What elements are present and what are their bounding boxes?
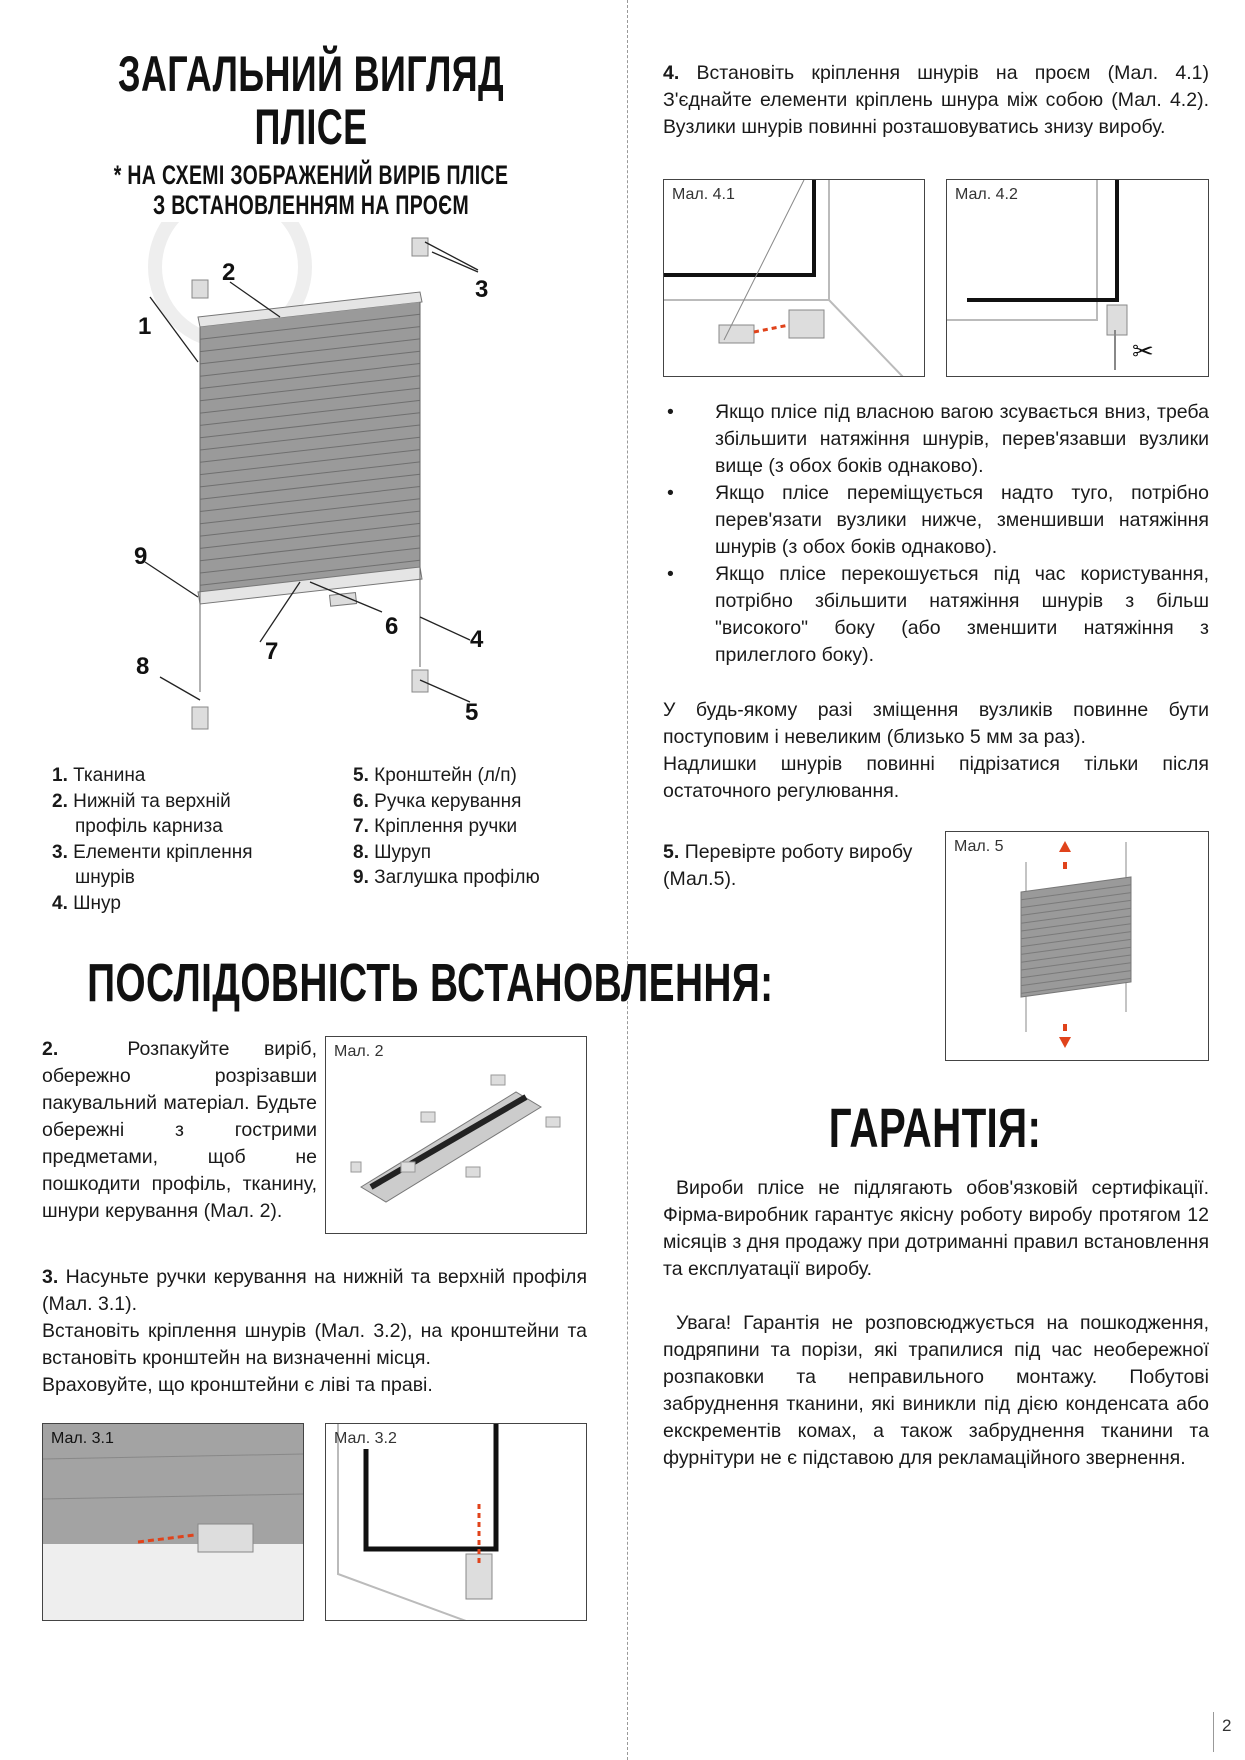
page-number: 2 — [1222, 1716, 1232, 1735]
callout-6: 6 — [385, 613, 399, 640]
step-5-text: 5. Перевірте роботу виробу (Мал.5). — [663, 841, 913, 890]
callout-7: 7 — [265, 638, 279, 665]
callout-2: 2 — [222, 259, 236, 286]
adjustment-note: У будь-якому разі зміщення вузликів повинне бути поступовим і невеликим (близько 5 мм за раз). Надлишки шнурів повинні підрізатися тільки після остаточного регулювання. — [663, 699, 1209, 802]
callout-9: 9 — [134, 543, 148, 570]
warranty-title: ГАРАНТІЯ: — [828, 1096, 1042, 1159]
part-1: 1. Тканина — [52, 765, 146, 786]
step-3-text: 3. Насуньте ручки керування на нижній та верхній профіля (Мал. 3.1). Встановіть кріплення шнурів (Мал. 3.2), на кронштейни та встановіть кронштейн на визначенні місця. Враховуйте, що кронштейни є ліві та праві. — [42, 1266, 587, 1396]
arrow-down-icon — [1059, 1037, 1071, 1048]
callout-4: 4 — [470, 626, 484, 653]
part-8: 8. Шуруп — [353, 841, 431, 863]
part-4: 4. Шнур — [52, 892, 121, 914]
handle-on-profile-illustration — [43, 1424, 303, 1621]
cord-trim-illustration — [947, 180, 1209, 377]
callout-8: 8 — [136, 653, 150, 680]
step-2-text: 2. Розпакуйте виріб, обережно розрізавши пакувальний матеріал. Будьте обережні з гострими предметами, щоб не пошкодити профіль, тканину, шнури керування (Мал. 2). — [42, 1038, 317, 1222]
warranty-paragraph-2: Увага! Гарантія не розповсюджується на пошкодження, подряпини та порізи, які трапилися під час необережної розпаковки та неправильного монтажу. Побутові забруднення тканини, які виникли під дією конденсата або екскрементів комах, а також забруднення тканини та фурнітури не є підставою для рекламаційного звернення. — [663, 1312, 1209, 1469]
figure-3-2: Мал. 3.2 — [325, 1423, 587, 1621]
tip-item: • Якщо плісе під власною вагою зсувається вниз, треба збільшити натяжіння шнурів, перев'язавши вузлики вище (з обох боків однаково). — [663, 399, 1209, 480]
step-2 — [0, 1036, 622, 1234]
parts-list — [0, 763, 622, 916]
scissors-icon: ✂ — [1132, 336, 1154, 366]
column-divider — [627, 0, 628, 1760]
callout-3: 3 — [475, 276, 489, 303]
overview-subtitle: * НА СХЕМІ ЗОБРАЖЕНИЙ ВИРІБ ПЛІСЕ З ВСТАНОВЛЕННЯМ НА ПРОЄМ — [113, 160, 509, 220]
adjustment-tips — [663, 399, 1209, 669]
figure-2: Мал. 2 — [325, 1036, 587, 1234]
tip-item: • Якщо плісе перекошується під час користування, потрібно збільшити натяжіння шнурів з більш "високого" боку (або зменшити натяжіння з прилеглого боку). — [663, 561, 1209, 669]
callout-1: 1 — [138, 313, 152, 340]
part-7: 7. Кріплення ручки — [353, 816, 518, 837]
figure-3-1: Мал. 3.1 — [42, 1423, 304, 1621]
warranty-paragraph-1: Вироби плісе не підлягають обов'язковій сертифікації. Фірма-виробник гарантує якісну роботу виробу протягом 12 місяців з дня продажу при дотриманні правил встановлення та експлуатації виробу. — [663, 1177, 1209, 1280]
fabric — [200, 302, 420, 592]
tip-item: • Якщо плісе переміщується надто туго, потрібно перев'язати вузлики нижче, зменшивши натяжіння шнурів (з обох боків однаково). — [663, 480, 1209, 561]
unpacked-product-illustration — [326, 1037, 586, 1234]
part-9: 9. Заглушка профілю — [353, 867, 540, 888]
figure-5: Мал. 5 — [945, 831, 1209, 1061]
parts-list-right — [353, 763, 618, 891]
parts-list-left: 1. Тканина 2. Нижній та верхній профіль карниза 3. Елементи кріплення шнурів 4. Шнур — [52, 763, 347, 916]
arrow-up-icon — [1059, 841, 1071, 852]
operation-check-illustration — [946, 832, 1209, 1061]
figure-4-1: Мал. 4.1 — [663, 179, 925, 377]
bracket-mount-illustration — [326, 1424, 586, 1621]
step-4-figures — [663, 179, 1209, 377]
part-3: 3. Елементи кріплення — [52, 841, 253, 863]
installation-title: ПОСЛІДОВНІСТЬ ВСТАНОВЛЕННЯ: — [87, 953, 774, 1013]
right-column — [663, 0, 1209, 1472]
cord-mount-illustration — [664, 180, 925, 377]
figure-4-2: Мал. 4.2 ✂ — [946, 179, 1209, 377]
overview-title: ЗАГАЛЬНИЙ ВИГЛЯД ПЛІСЕ — [118, 46, 504, 155]
step-4-text: 4. Встановіть кріплення шнурів на проєм (Мал. 4.1) З'єднайте елементи кріплень шнура між собою (Мал. 4.2). Вузлики шнурів повинні розташовуватись знизу виробу. — [663, 62, 1210, 138]
part-6: 6. Ручка керування — [353, 790, 522, 812]
plisse-overview-diagram — [120, 222, 520, 747]
callout-5: 5 — [465, 699, 479, 726]
step-5 — [663, 831, 1209, 1061]
part-2: 2. Нижній та верхній — [52, 790, 231, 812]
page-number-separator — [1213, 1712, 1214, 1752]
part-5: 5. Кронштейн (л/п) — [353, 765, 517, 786]
step-3-figures — [42, 1423, 622, 1621]
